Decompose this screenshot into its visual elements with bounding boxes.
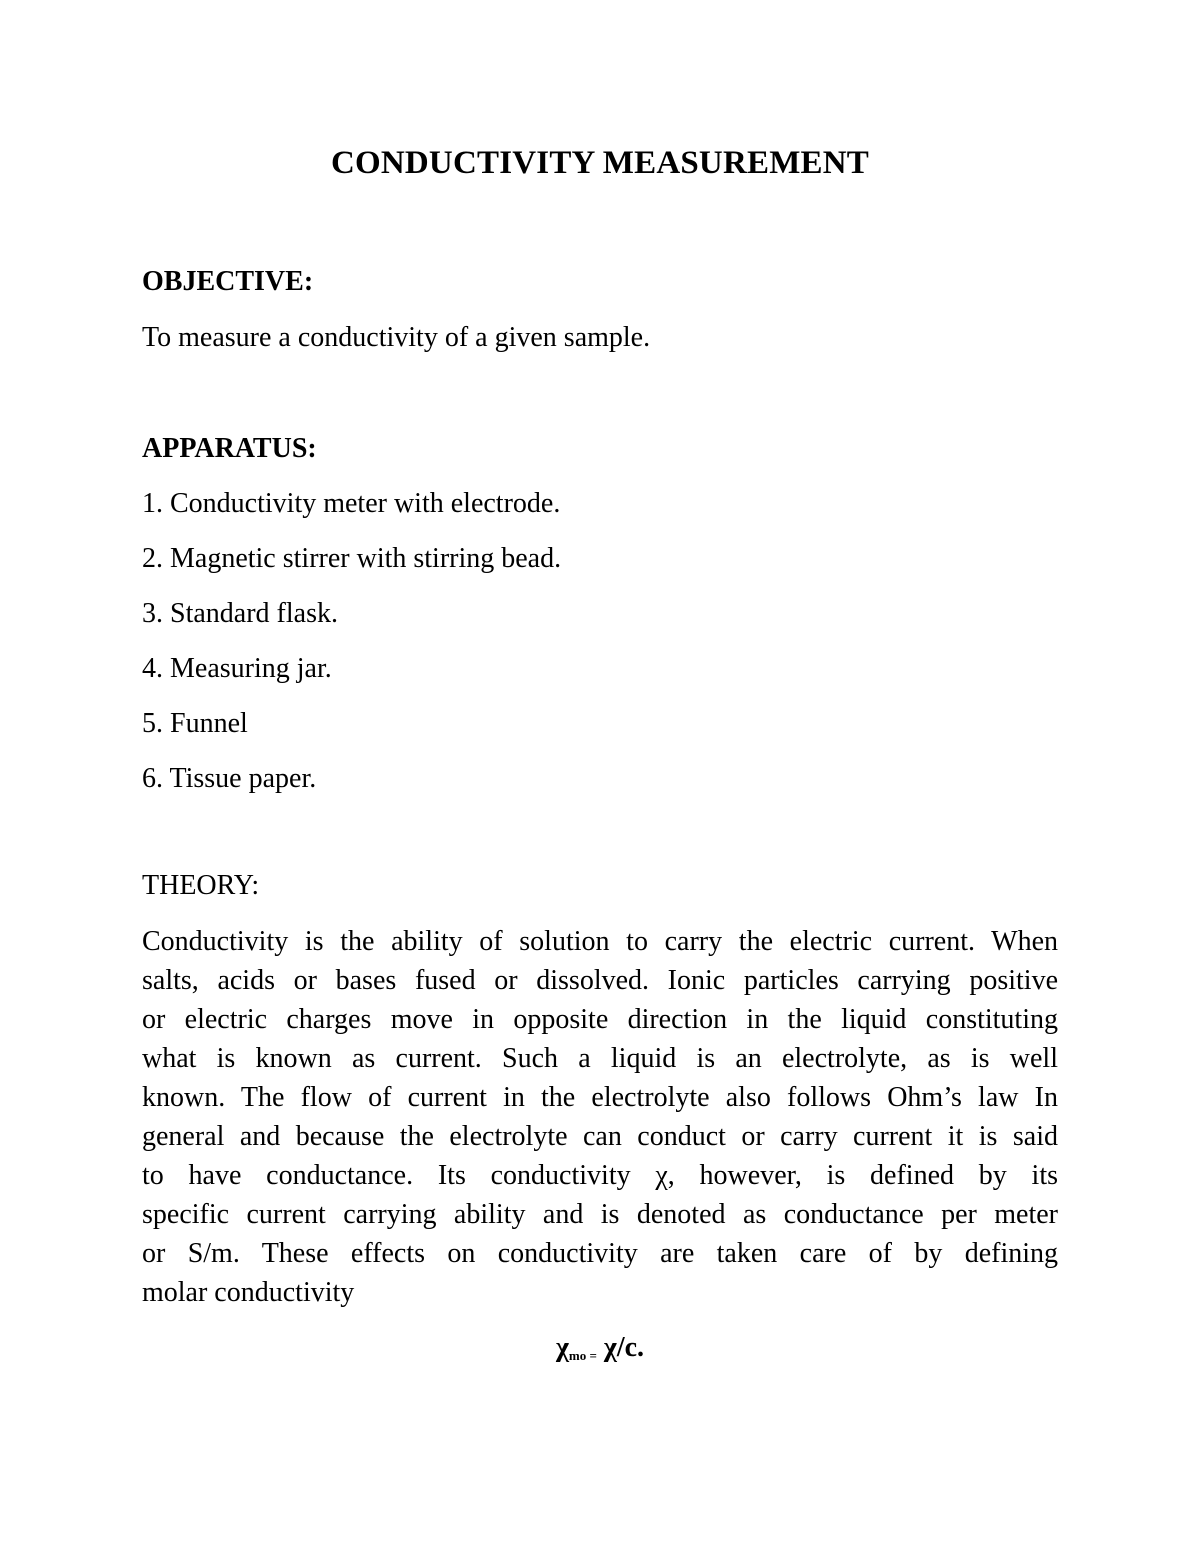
theory-line: Conductivity is the ability of solution to carry the electric current. When (142, 926, 1058, 957)
formula-rhs: χ/c. (596, 1332, 645, 1363)
apparatus-heading: APPARATUS: (142, 433, 317, 464)
theory-line: or electric charges move in opposite direction in the liquid constituting (142, 1004, 1058, 1035)
apparatus-item: 3. Standard flask. (142, 598, 338, 629)
document-title: CONDUCTIVITY MEASUREMENT (330, 145, 870, 181)
theory-paragraph (142, 922, 1058, 1312)
apparatus-item: 6. Tissue paper. (142, 763, 317, 794)
formula-lhs: χ (555, 1332, 569, 1363)
theory-line: molar conductivity (142, 1277, 355, 1308)
objective-text: To measure a conductivity of a given sample. (142, 322, 651, 353)
theory-line: salts, acids or bases fused or dissolved. Ionic particles carrying positive (142, 965, 1058, 996)
theory-heading: THEORY: (142, 870, 260, 901)
formula-subscript: mo = (568, 1348, 597, 1363)
apparatus-item: 1. Conductivity meter with electrode. (142, 488, 561, 519)
theory-line: what is known as current. Such a liquid is an electrolyte, as is well (142, 1043, 1058, 1074)
theory-line: to have conductance. Its conductivity χ, however, is defined by its (142, 1160, 1058, 1191)
theory-line: or S/m. These effects on conductivity are taken care of by defining (142, 1238, 1058, 1269)
molar-conductivity-formula (0, 1331, 1200, 1373)
apparatus-item: 4. Measuring jar. (142, 653, 332, 684)
apparatus-list (142, 487, 561, 817)
apparatus-item: 2. Magnetic stirrer with stirring bead. (142, 543, 562, 574)
objective-heading: OBJECTIVE: (142, 266, 314, 297)
theory-line: specific current carrying ability and is denoted as conductance per meter (142, 1199, 1058, 1230)
theory-line: general and because the electrolyte can conduct or carry current it is said (142, 1121, 1058, 1152)
theory-line: known. The flow of current in the electrolyte also follows Ohm’s law In (142, 1082, 1058, 1113)
apparatus-item: 5. Funnel (142, 708, 248, 739)
